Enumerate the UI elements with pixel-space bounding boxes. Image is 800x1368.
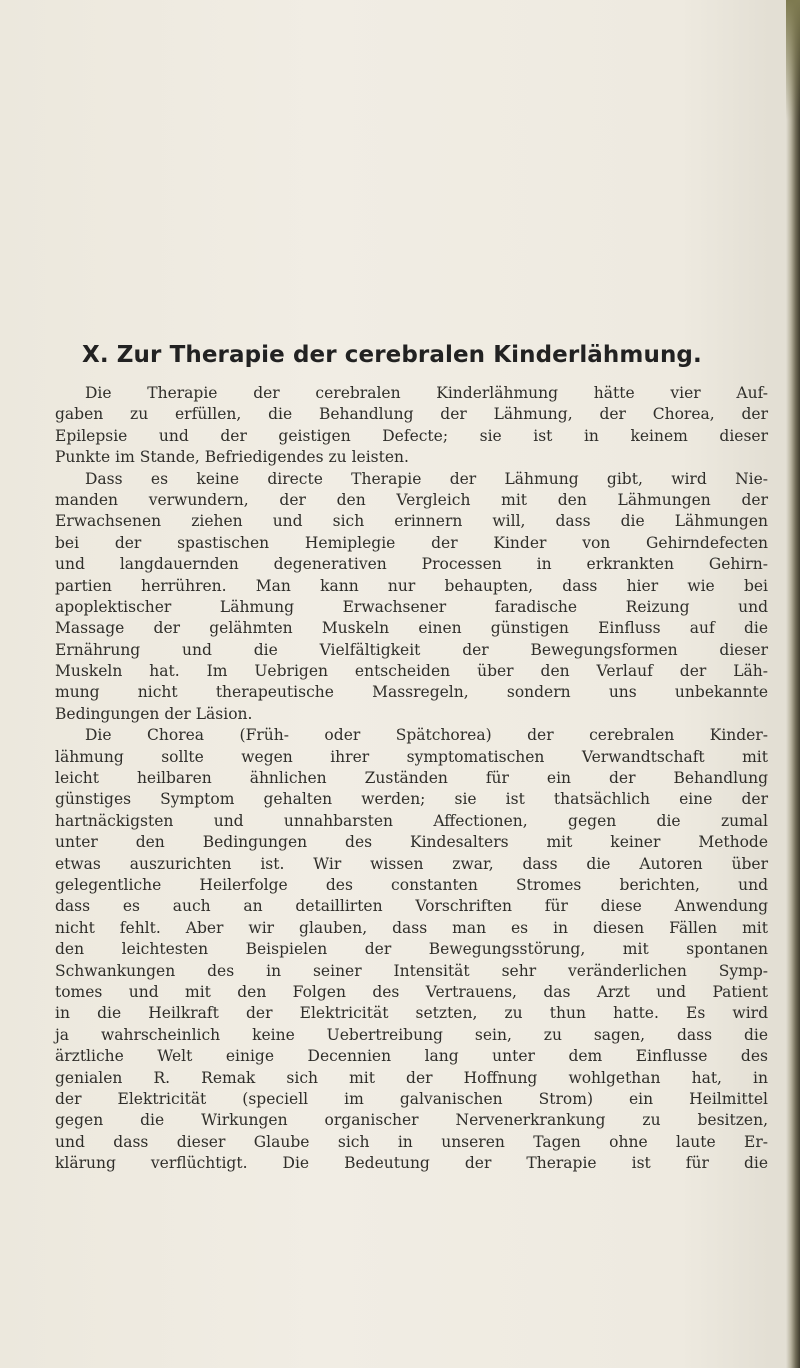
text-line: klärung verflüchtigt. Die Bedeutung der Therapie ist für die [55, 1154, 768, 1173]
page-edge-stain [786, 0, 800, 120]
text-line: ja wahrscheinlich keine Uebertreibung sein, zu sagen, dass die [55, 1025, 768, 1044]
chapter-heading: X. Zur Therapie der cerebralen Kinderlähmung. [82, 342, 702, 368]
text-line: Dass es keine directe Therapie der Lähmung gibt, wird Nie- [85, 469, 768, 488]
text-line: Muskeln hat. Im Uebrigen entscheiden über den Verlauf der Läh- [55, 662, 768, 681]
text-line: ärztliche Welt einige Decennien lang unter dem Einflusse des [55, 1047, 768, 1066]
text-line: Massage der gelähmten Muskeln einen günstigen Einfluss auf die [55, 619, 768, 638]
text-line: der Elektricität (speciell im galvanischen Strom) ein Heilmittel [55, 1089, 768, 1108]
text-line: etwas auszurichten ist. Wir wissen zwar, dass die Autoren über [55, 854, 768, 873]
page-edge-shadow [786, 0, 800, 1368]
text-line: Bedingungen der Läsion. [55, 704, 253, 723]
text-line: partien herrühren. Man kann nur behaupten, dass hier wie bei [55, 576, 768, 595]
text-line: gelegentliche Heilerfolge des constanten Stromes berichten, und [55, 875, 768, 894]
text-line: genialen R. Remak sich mit der Hoffnung wohlgethan hat, in [55, 1068, 768, 1087]
text-line: manden verwundern, der den Vergleich mit den Lähmungen der [55, 490, 768, 509]
text-line: Punkte im Stande, Befriedigendes zu leisten. [55, 448, 409, 467]
text-line: nicht fehlt. Aber wir glauben, dass man es in diesen Fällen mit [55, 918, 768, 937]
text-line: tomes und mit den Folgen des Vertrauens, das Arzt und Patient [55, 982, 768, 1001]
text-line: in die Heilkraft der Elektricität setzten, zu thun hatte. Es wird [55, 1004, 768, 1023]
text-line: dass es auch an detaillirten Vorschriften für diese Anwendung [55, 897, 768, 916]
text-line: gegen die Wirkungen organischer Nervenerkrankung zu besitzen, [55, 1111, 768, 1130]
text-line: unter den Bedingungen des Kindesalters mit keiner Methode [55, 833, 768, 852]
text-line: apoplektischer Lähmung Erwachsener faradische Reizung und [55, 597, 768, 616]
text-line: hartnäckigsten und unnahbarsten Affectionen, gegen die zumal [55, 811, 768, 830]
text-line: Die Chorea (Früh- oder Spätchorea) der cerebralen Kinder- [85, 726, 768, 745]
text-line: leicht heilbaren ähnlichen Zuständen für ein der Behandlung [55, 769, 768, 788]
text-line: und dass dieser Glaube sich in unseren Tagen ohne laute Er- [55, 1132, 768, 1151]
text-line: mung nicht therapeutische Massregeln, sondern uns unbekannte [55, 683, 768, 702]
text-line: bei der spastischen Hemiplegie der Kinder von Gehirndefecten [55, 533, 768, 552]
text-line: günstiges Symptom gehalten werden; sie ist thatsächlich eine der [55, 790, 768, 809]
text-line: lähmung sollte wegen ihrer symptomatischen Verwandtschaft mit [55, 747, 768, 766]
text-line: Erwachsenen ziehen und sich erinnern will, dass die Lähmungen [55, 512, 768, 531]
text-line: gaben zu erfüllen, die Behandlung der Lähmung, der Chorea, der [55, 405, 768, 424]
text-line: den leichtesten Beispielen der Bewegungsstörung, mit spontanen [55, 940, 768, 959]
text-line: Ernährung und die Vielfältigkeit der Bewegungsformen dieser [55, 640, 768, 659]
text-line: Die Therapie der cerebralen Kinderlähmung hätte vier Auf- [85, 384, 768, 402]
body-text [55, 383, 768, 1174]
text-line: und langdauernden degenerativen Processen in erkrankten Gehirn- [55, 555, 768, 574]
text-line: Epilepsie und der geistigen Defecte; sie ist in keinem dieser [55, 426, 768, 445]
text-line: Schwankungen des in seiner Intensität sehr veränderlichen Symp- [55, 961, 768, 980]
